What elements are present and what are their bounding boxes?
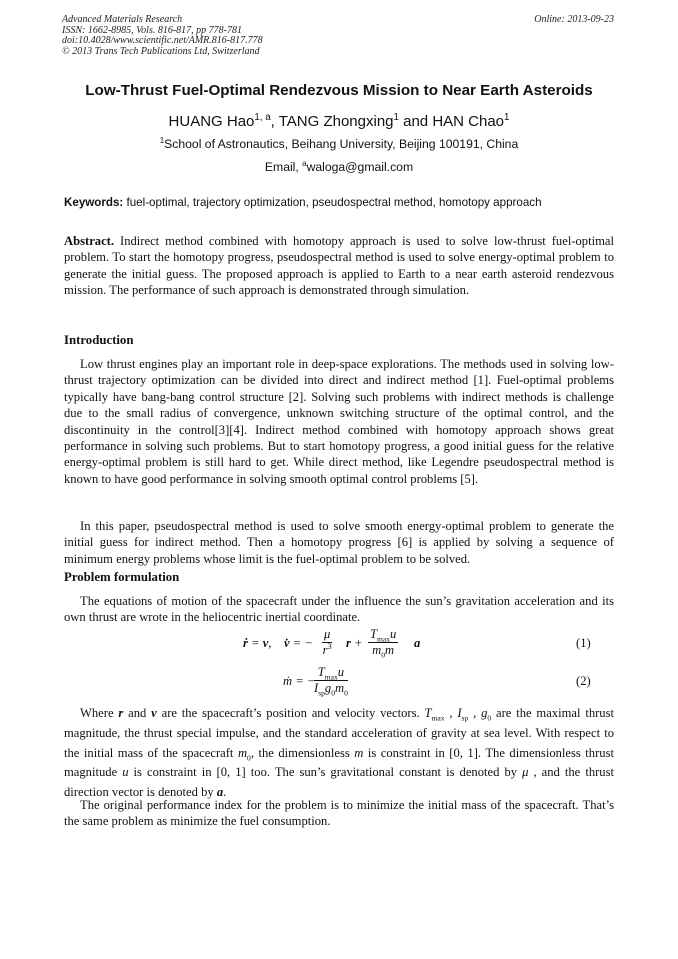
journal-name: Advanced Materials Research [62, 14, 183, 25]
author-name: HUANG Hao [168, 113, 255, 130]
author-name: HAN Chao [432, 113, 505, 130]
equation-1: ṙ = v, v̇ = − $\frac{\mu}{r^3}$ r + $T_{max}u$ $m_0m$ a (1) [243, 627, 591, 660]
variables-paragraph: Where r and v are the spacecraft’s position and velocity vectors. $T_{max}$ , $I_{sp}$ , $g_0$ are the maximal thrust magnitude, the thrust special impulse, and the standard acceleration of gravity at sea level. With respect to the initial mass of the spacecraft $m_0$, the dimensionless m is constraint in [0, 1]. The dimensionless thrust magnitude u is constraint in [0, 1] too. The sun’s gravitational constant is denoted by μ , and the thrust direction vector is denoted by a. [64, 706, 615, 800]
final-paragraph: The original performance index for the problem is to minimize the initial mass of the spacecraft. That’s the same problem as minimize the fuel consumption. [64, 798, 614, 829]
problem-paragraph-1: The equations of motion of the spacecraft under the influence the sun’s gravitation acceleration and its own thrust are wrote in the heliocentric inertial coordinate. [64, 594, 614, 625]
copyright: © 2013 Trans Tech Publications Ltd, Switzerland [62, 45, 260, 57]
issn: ISSN: 1662-8985, Vols. 816-817, pp 778-781 [62, 24, 242, 36]
author-sup: 1 [504, 112, 510, 123]
section-heading-problem: Problem formulation [64, 570, 180, 584]
equation-2: ṁ = − $T_{max}u$ $I_{sp}g_0m_0$ (2) [283, 665, 591, 698]
keywords-label: Keywords: [64, 196, 124, 209]
abstract: Abstract. Indirect method combined with homotopy approach is used to solve low-thrust fuel-optimal problem. To start the homotopy progress, pseudospectral method is used to solve energy-optimal problem to generate the initial guess. The proposed approach is applied to Earth to a near earth asteroid rendezvous mission. The performance of such approach is demonstrated through simulation. [64, 234, 614, 298]
equation-2-number: (2) [576, 674, 591, 688]
intro-paragraph-2: In this paper, pseudospectral method is used to solve smooth energy-optimal problem to generate the initial guess for indirect method. Then a homotopy progress [6] is applied by solving a sequence of minimum energy problems whose limit is the fuel-optimal problem to be solved. [64, 519, 614, 566]
email-line: Email, $^a$waloga@gmail.com [264, 158, 414, 174]
doi: doi:10.4028/www.scientific.net/AMR.816-817.778 [62, 35, 263, 46]
equation-1-number: (1) [576, 636, 591, 650]
journal-header [62, 15, 616, 57]
author-name: TANG Zhongxing [278, 113, 394, 130]
author-sup: 1, a [254, 112, 271, 123]
author-sup: 1 [393, 112, 399, 123]
keywords: Keywords: fuel-optimal, trajectory optimization, pseudospectral method, homotopy approach [64, 196, 542, 209]
abstract-label: Abstract. [64, 234, 115, 248]
section-heading-introduction: Introduction [64, 333, 134, 347]
author-list: HUANG Hao$^{1, a}$, TANG Zhongxing$^1$ and HAN Chao$^1$ [168, 112, 510, 130]
paper-title: Low-Thrust Fuel-Optimal Rendezvous Mission to Near Earth Asteroids [85, 82, 593, 99]
email-address[interactable]: waloga@gmail.com [306, 160, 414, 174]
intro-paragraph-1: Low thrust engines play an important role in deep-space explorations. The methods used in solving low-thrust trajectory optimization can be divided into direct and indirect method [1]. Fuel-optimal problems typically have bang-bang control structure [2]. Solving such problems with indirect methods is challenge due to the small radius of convergence, unknown switching structure of the optimal control, and the discontinuity in the control[3][4]. Indirect method combined with homotopy approach shows great performance in solving such problems. But to start homotopy progress, a good initial guess for the relative energy-optimal problem is still hard to get. While direct method, like Legendre pseudospectral method is known to have good performance in solving smooth optimal control problems [5]. [64, 357, 614, 486]
online-date: Online: 2013-09-23 [534, 14, 614, 25]
affiliation: $^1$School of Astronautics, Beihang University, Beijing 100191, China [159, 135, 519, 151]
